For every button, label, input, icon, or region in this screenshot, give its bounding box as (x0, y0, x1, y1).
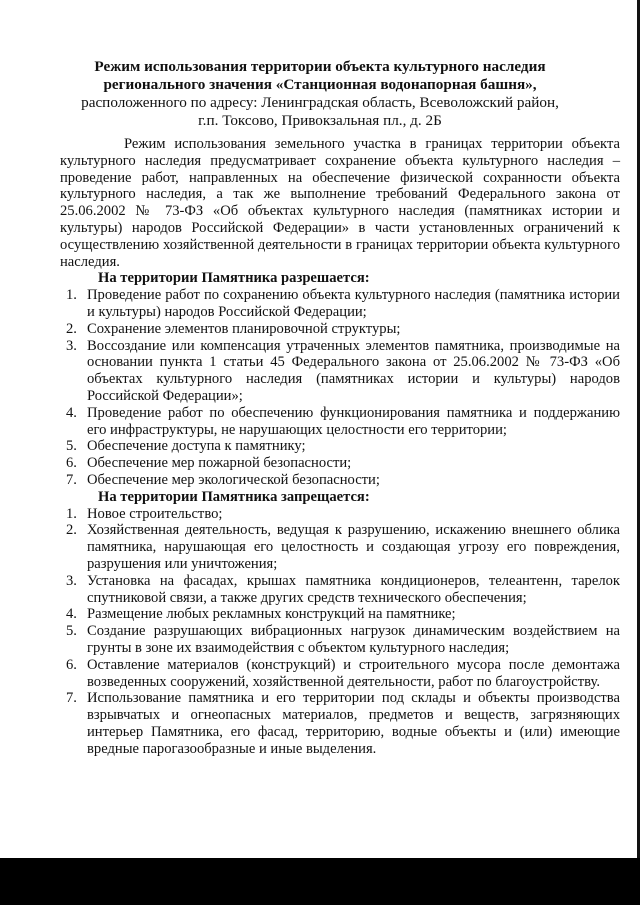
list-item: 5. Обеспечение доступа к памятнику; (66, 438, 306, 455)
list-item: 4. Размещение любых рекламных конструкций на памятнике; (66, 606, 456, 623)
list-item: 2. Сохранение элементов планировочной структуры; (66, 320, 401, 337)
list-item: 1. Новое строительство; (66, 505, 223, 522)
intro-paragraph: Режим использования земельного участка в границах территории объекта культурного наследия предусматривает сохранение объекта культурного наследия – проведение работ, направленных на обеспечение физической сохранности объекта культурного наследия, а так же выполнение требований Федерального закона от 25.06.2002 № 73-ФЗ «Об объектах культурного наследия (памятниках истории и культуры) народов Российской Федерации» в части установленных ограничений к осуществлению хозяйственной деятельности в границах территории объекта культурного наследия. (60, 136, 620, 270)
list-item: 5. Создание разрушающих вибрационных нагрузок динамическим воздействием на грунты в зоне их взаимодействия с объектом культурного наследия; (66, 623, 620, 656)
document-body (60, 136, 620, 757)
list-item: 6. Обеспечение мер пожарной безопасности; (66, 455, 352, 472)
allowed-list (60, 287, 620, 489)
list-item: 3. Воссоздание или компенсация утраченных элементов памятника, производимые на основании пункта 1 статьи 45 Федерального закона от 25.06.2002 № 73-ФЗ «Об объектах культурного наследия (памятниках истории и культуры) народов Российской Федерации»; (66, 337, 620, 404)
list-item: 2. Хозяйственная деятельность, ведущая к разрушению, искажению внешнего облика памятника, нарушающая его целостность и создающая угрозу его повреждения, разрушения или уничтожения; (66, 522, 620, 572)
allowed-heading: На территории Памятника разрешается: (98, 270, 370, 287)
list-item: 4. Проведение работ по обеспечению функционирования памятника и поддержанию его инфраструктуры, не нарушающих целостности его территории; (66, 404, 620, 438)
title-line-2: регионального значения «Станционная водонапорная башня», (103, 76, 537, 93)
scan-bottom-border (0, 858, 640, 905)
forbidden-heading: На территории Памятника запрещается: (98, 488, 370, 505)
list-item: 7. Использование памятника и его территории под склады и объекты производства взрывчатых и огнеопасных материалов, предметов и веществ, загрязняющих интерьер Памятника, его фасад, территорию, водные объекты и (или) имеющие вредные парогазообразные и иные выделения. (66, 690, 620, 757)
list-item: 7. Обеспечение мер экологической безопасности; (66, 471, 380, 488)
title-line-3: расположенного по адресу: Ленинградская область, Всеволожский район, (81, 94, 559, 111)
list-item: 6. Оставление материалов (конструкций) и строительного мусора после демонтажа возведенных сооружений, хозяйственной деятельности, работ по благоустройству. (66, 656, 620, 690)
document-title (60, 58, 580, 130)
list-item: 3. Установка на фасадах, крышах памятника кондиционеров, телеантенн, тарелок спутниковой связи, а также других средств технического обеспечения; (66, 572, 620, 606)
forbidden-list (60, 506, 620, 758)
list-item: 1. Проведение работ по сохранению объекта культурного наследия (памятника истории и культуры) народов Российской Федерации; (66, 287, 620, 320)
title-line-1: Режим использования территории объекта культурного наследия (94, 58, 546, 75)
title-line-4: г.п. Токсово, Привокзальная пл., д. 2Б (198, 112, 442, 129)
